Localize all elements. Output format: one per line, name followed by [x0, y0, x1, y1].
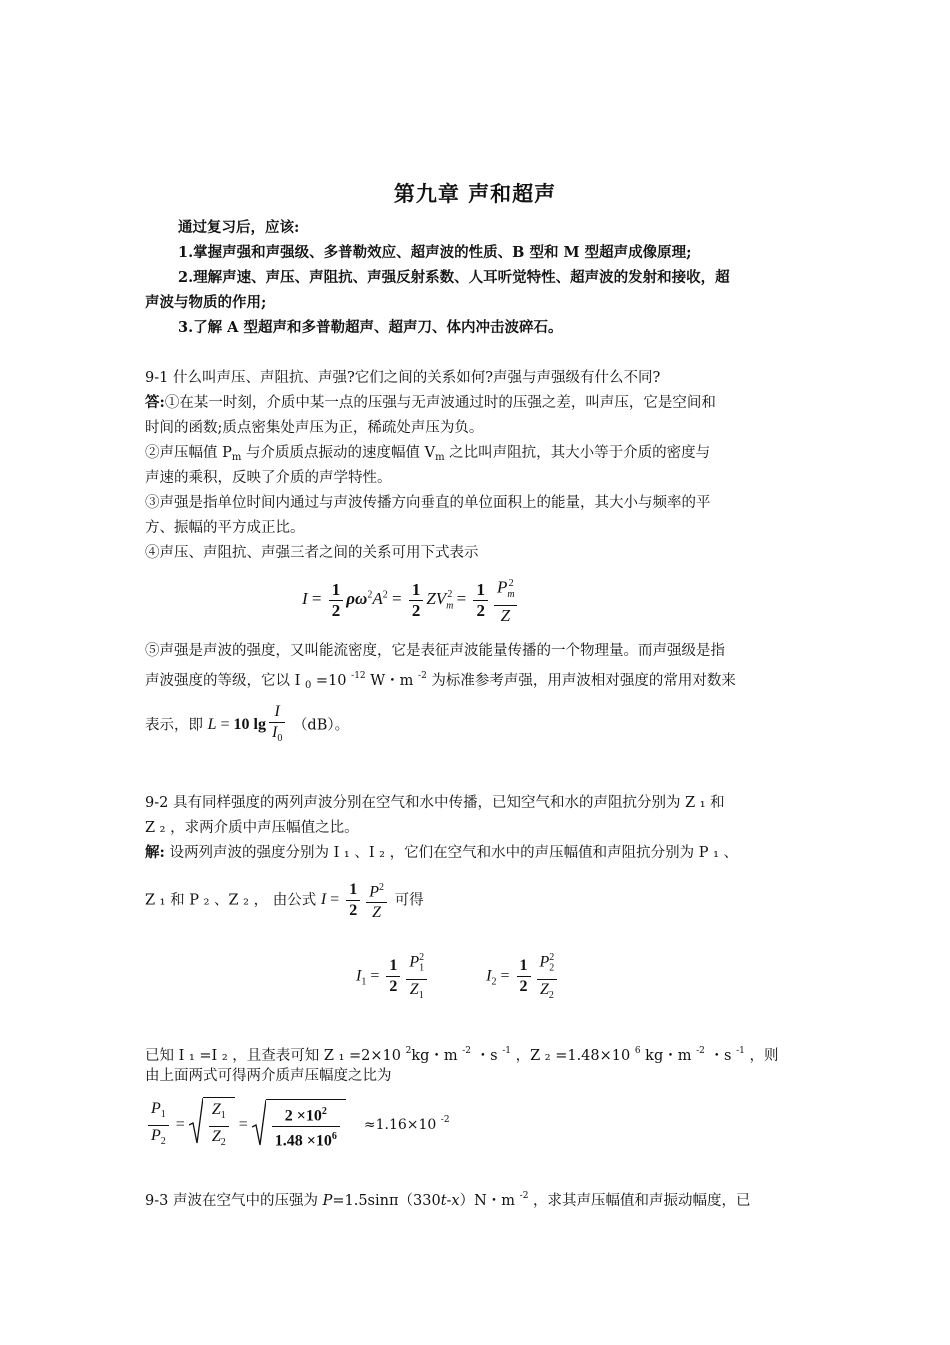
objective-2-line-2: 声波与物质的作用; [145, 294, 267, 311]
text-run: 声波强度的等级，它以 I [145, 673, 305, 689]
superscript: -1 [736, 1046, 745, 1056]
superscript: 2 [405, 1046, 412, 1056]
superscript: -2 [696, 1046, 705, 1056]
subscript: m [231, 452, 242, 463]
answer-9-2-line-4: 由上面两式可得两介质声压幅度之比为 [145, 1068, 392, 1084]
answer-9-2-line-2 [145, 878, 810, 923]
answer-9-1-line-5: ③声强是指单位时间内通过与声波传播方向垂直的单位面积上的能量，其大小与频率的平 [145, 495, 711, 511]
text-run: ，求其声压幅值和声振动幅度，已 [528, 1193, 751, 1209]
subscript: 0 [304, 680, 312, 691]
text-run: 设两列声波的强度分别为 I ₁ 、I ₂ ，它们在空气和水中的声压幅值和声阻抗分别为 P ₁ 、 [164, 845, 738, 861]
question-9-2-line-1: 9-2 具有同样强度的两列声波分别在空气和水中传播，已知空气和水的声阻抗分别为 Z ₁ 和 [145, 795, 725, 811]
answer-9-1-line-9 [145, 666, 810, 696]
text-run: t [440, 1193, 447, 1209]
chapter-title: 第九章 声和超声 [393, 181, 557, 206]
intensity-formula: I = $\frac{1}{2}$ $\frac{P^2}{Z}$ [321, 891, 390, 908]
objective-1: 1.掌握声强和声强级、多普勒效应、超声波的性质、B 型和 M 型超声成像原理; [178, 244, 692, 261]
text-run: 可得 [394, 892, 424, 909]
text-run: 已知 I ₁ =I ₂ ，且查表可知 Z ₁ =2×10 [145, 1048, 406, 1064]
text-run: ，Z ₂ =1.48×10 [510, 1048, 635, 1064]
text-run: kg・m [411, 1048, 463, 1064]
pressure-ratio-formula: $\frac{P_1}{P_2}$ = $\frac{Z_1}{Z_2}$ = $\frac{2 \times 10^2}{1.48 \times 10^6}$ ≈1.16×10 $^{-2}$ [145, 1097, 450, 1153]
text-run: =1.5sinπ（330 [332, 1193, 441, 1209]
text-run: ・s [704, 1048, 737, 1064]
objective-2-line-1: 2.理解声速、声压、声阻抗、声强反射系数、人耳听觉特性、超声波的发射和接收，超 [178, 269, 730, 286]
text-run: ・s [471, 1048, 503, 1064]
answer-9-2-line-3 [145, 1041, 810, 1066]
answer-9-1-line-8: ⑤声强是声波的强度，又叫能流密度，它是表征声波能量传播的一个物理量。而声强级是指 [145, 643, 725, 659]
objective-3: 3.了解 A 型超声和多普勒超声、超声刀、体内冲击波碎石。 [178, 319, 563, 336]
superscript: 6 [634, 1046, 641, 1056]
intensity-equation: I = $\frac{1}{2}$ $\rho\omega^2A^2$ = $\frac{1}{2}$ $ZV_m^2$ = $\frac{1}{2}$ $\frac{P_m^2}{Z}$ [302, 574, 520, 626]
answer-9-1-line-7: ④声压、声阻抗、声强三者之间的关系可用下式表示 [145, 545, 479, 561]
answer-9-1-line-4: 声速的乘积，反映了介质的声学特性。 [145, 470, 392, 486]
answer-9-2-line-1 [145, 843, 810, 863]
superscript: -2 [519, 1191, 529, 1201]
intensity-equations-pair: $I_1$ = $\frac{1}{2}$ $\frac{P_1^2}{Z_1}$ $I_2$ = $\frac{1}{2}$ $\frac{P_2^2}{Z_2}$ [356, 948, 560, 1006]
text-run: - [446, 1193, 452, 1209]
question-9-3 [145, 1186, 810, 1211]
text-run: kg・m [640, 1048, 697, 1064]
superscript: -12 [351, 671, 366, 681]
decibel-formula: L = 10 lg $\frac{I}{I_0}$ [208, 716, 289, 733]
answer-9-1-line-2: 时间的函数;质点密集处声压为正，稀疏处声压为负。 [145, 420, 484, 436]
subscript: m [435, 452, 445, 463]
text-run: x [451, 1193, 460, 1209]
answer-label: 答: [145, 394, 165, 411]
answer-label: 解: [145, 844, 165, 861]
superscript: -2 [440, 1114, 450, 1125]
superscript: -2 [462, 1046, 472, 1056]
answer-9-1-line-3 [145, 443, 810, 468]
text-run: ②声压幅值 P [145, 445, 232, 461]
text-run: =10 [311, 673, 352, 689]
text-run: （dB）。 [292, 717, 350, 734]
text-run: P [322, 1193, 333, 1209]
answer-9-1-line-1 [145, 393, 810, 413]
answer-text: ①在某一时刻，介质中某一点的压强与无声波通过时的压强之差，叫声压，它是空间和 [164, 395, 716, 411]
text-run: 表示，即 [145, 717, 208, 734]
question-9-2-line-2: Z ₂ ，求两介质中声压幅值之比。 [145, 820, 359, 836]
sqrt-symbol: $\frac{2 \times 10^2}{1.48 \times 10^6}$ [252, 1099, 346, 1152]
sqrt-symbol: $\frac{Z_1}{Z_2}$ [189, 1097, 235, 1153]
objectives-intro: 通过复习后，应该: [178, 219, 300, 236]
text-run: W・m [365, 673, 419, 689]
answer-9-1-line-10 [145, 702, 810, 749]
text-run: ）N・m [459, 1193, 520, 1209]
question-9-1: 9-1 什么叫声压、声阻抗、声强?它们之间的关系如何?声强与声强级有什么不同? [145, 370, 661, 386]
text-run: Z ₁ 和 P ₂ 、Z ₂ ， 由公式 [145, 892, 321, 909]
text-run: 与介质质点振动的速度幅值 V [241, 445, 436, 461]
text-run: 为标准参考声强，用声波相对强度的常用对数来 [426, 673, 736, 689]
answer-9-1-line-6: 方、振幅的平方成正比。 [145, 520, 305, 536]
text-run: ，则 [744, 1048, 779, 1064]
text-run: 之比叫声阻抗，其大小等于介质的密度与 [444, 445, 711, 461]
superscript: -2 [418, 671, 427, 681]
ratio-result: ≈1.16×10 [363, 1116, 441, 1133]
text-run: 9-3 声波在空气中的压强为 [145, 1193, 323, 1209]
superscript: -1 [502, 1046, 511, 1056]
